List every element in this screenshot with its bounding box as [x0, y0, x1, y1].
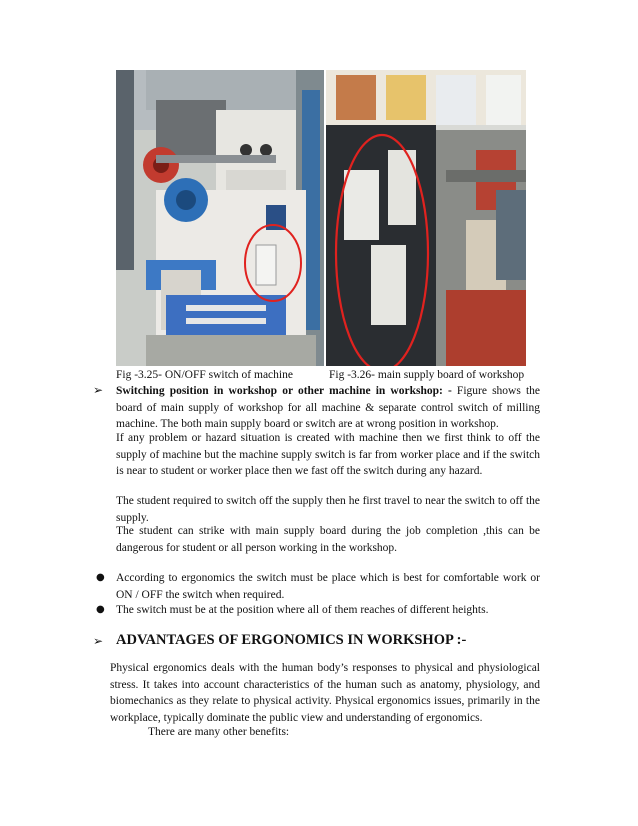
switching-text-2: If any problem or hazard situation is created with machine then we first think to off the supply of machine but the machine supply switch is far from worker place and if the switch is near to student or worker place then we fast off the switch during any hazard. [116, 432, 540, 477]
bullet-item: According to ergonomics the switch must be place which is best for comfortable work or ON / OFF the switch when required. [116, 572, 540, 601]
advantages-paragraph: Physical ergonomics deals with the human body’s responses to physical and physiological stress. It takes into account characteristics of the human such as anatomy, physiology, and biomechanics as they relate to physical activity. Physical ergonomics issues, primarily in the workplace, typically dominate the public view and understanding of ergonomics. [110, 662, 540, 724]
benefits-line: There are many other benefits: [148, 726, 290, 738]
figure-3-26-caption: Fig -3.26- main supply board of workshop [329, 369, 525, 381]
bullet-dot-icon: ● [96, 572, 105, 583]
machine-photo-graphic [116, 70, 324, 366]
figure-3-25-caption: Fig -3.25- ON/OFF switch of machine [116, 369, 293, 381]
figure-main-supply-board-photo [326, 70, 526, 366]
supply-board-photo-graphic [326, 70, 526, 366]
bullet-item: The switch must be at the position where all of them reaches of different heights. [116, 604, 489, 616]
arrow-bullet-icon: ➢ [93, 383, 104, 397]
advantages-heading: ADVANTAGES OF ERGONOMICS IN WORKSHOP :- [116, 632, 467, 648]
arrow-bullet-icon: ➢ [93, 634, 104, 648]
switching-text-1: Figure shows the board of main supply of workshop for all machine & separate control switch of milling machine. The both main supply board or switch are at wrong position in workshop. [116, 385, 540, 430]
figure-machine-switch-photo [116, 70, 324, 366]
switching-paragraph [116, 383, 540, 433]
switching-text-3: The student required to switch off the supply then he first travel to near the switch to off the supply. [116, 495, 540, 524]
bullet-dot-icon: ● [96, 604, 105, 615]
switching-text-4: The student can strike with main supply board during the job completion ,this can be dangerous for student or all person working in the workshop. [116, 525, 540, 554]
switching-heading: Switching position in workshop or other machine in workshop: - [116, 385, 452, 397]
